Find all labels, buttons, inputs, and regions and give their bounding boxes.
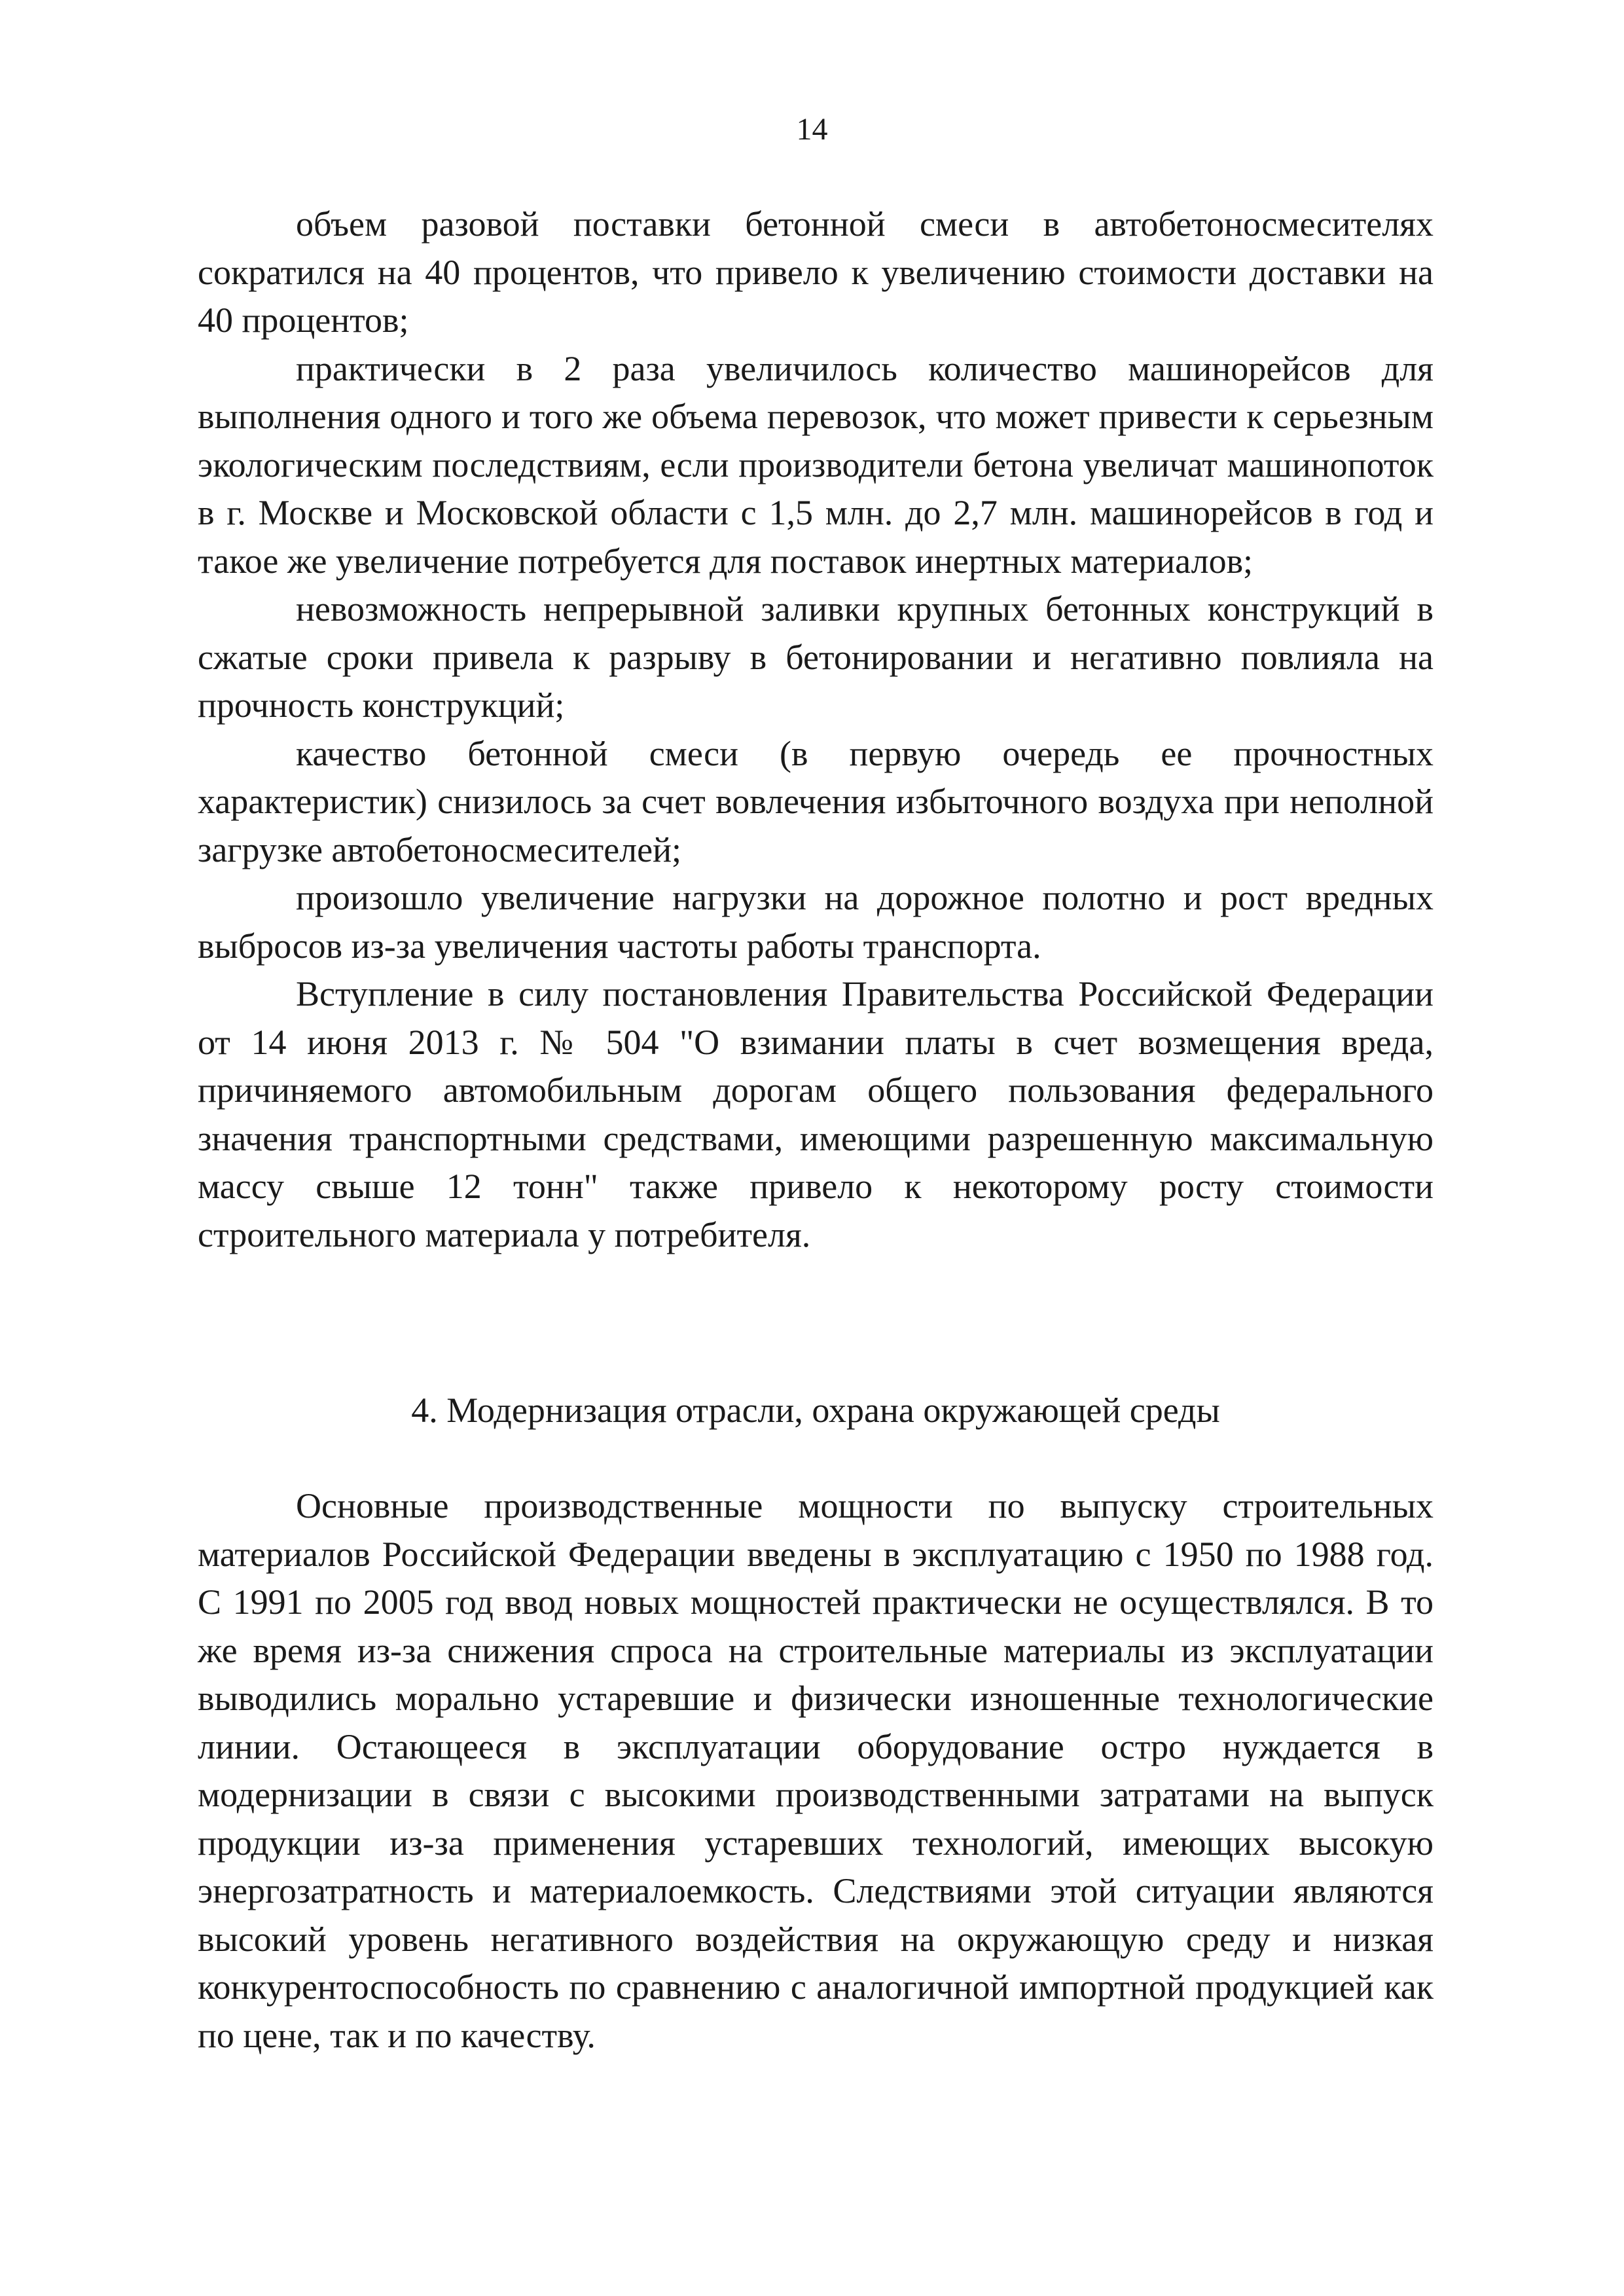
paragraph-production-capacity: Основные производственные мощности по выпуску строительных материалов Российской Федерации введены в эксплуатацию с 1950 по 1988 год. С 1991 по 2005 год ввод новых мощностей практически не осуществлялся. В то же время из-за снижения спроса на строительные материалы из эксплуатации выводились морально устаревшие и физически изношенные технологические линии. Остающееся в эксплуатации оборудование остро нуждается в модернизации в связи с высокими производственными затратами на выпуск продукции из-за применения устаревших технологий, имеющих высокую энергозатратность и материалоемкость. Следствиями этой ситуации являются высокий уровень негативного воздействия на окружающую среду и низкая конкурентоспособность по сравнению с аналогичной импортной продукцией как по цене, так и по качеству. — [198, 1486, 1434, 2055]
paragraph-government-decree: Вступление в силу постановления Правительства Российской Федерации от 14 июня 2013 г. № 504 "О взимании платы в счет возмещения вреда, причиняемого автомобильным дорогам общего пользования федерального значения транспортными средствами, имеющими разрешенную максимальную массу свыше 12 тонн" также привело к некоторому росту стоимости строительного материала у потребителя. — [198, 974, 1434, 1254]
paragraph-concrete-quality: качество бетонной смеси (в первую очередь ее прочностных характеристик) снизилось за счет вовлечения избыточного воздуха при неполной загрузке автобетоносмесителей; — [198, 733, 1434, 869]
paragraph-road-load: произошло увеличение нагрузки на дорожное полотно и рост вредных выбросов из-за увеличения частоты работы транспорта. — [198, 878, 1434, 966]
paragraph-concrete-volume: объем разовой поставки бетонной смеси в автобетоносмесителях сократился на 40 процентов, что привело к увеличению стоимости доставки на 40 процентов; — [198, 204, 1434, 340]
paragraph-continuous-pouring: невозможность непрерывной заливки крупных бетонных конструкций в сжатые сроки привела к разрыву в бетонировании и негативно повлияла на прочность конструкций; — [198, 589, 1434, 725]
section-heading: 4. Модернизация отрасли, охрана окружающей среды — [411, 1391, 1220, 1430]
page-number: 14 — [796, 112, 828, 147]
section-text — [198, 1482, 1434, 2060]
paragraph-truck-trips: практически в 2 раза увеличилось количество машинорейсов для выполнения одного и того же объема перевозок, что может привести к серьезным экологическим последствиям, если производители бетона увеличат машинопоток в г. Москве и Московской области с 1,5 млн. до 2,7 млн. машинорейсов в год и такое же увеличение потребуется для поставок инертных материалов; — [198, 348, 1434, 581]
intro-text — [198, 200, 1434, 1259]
